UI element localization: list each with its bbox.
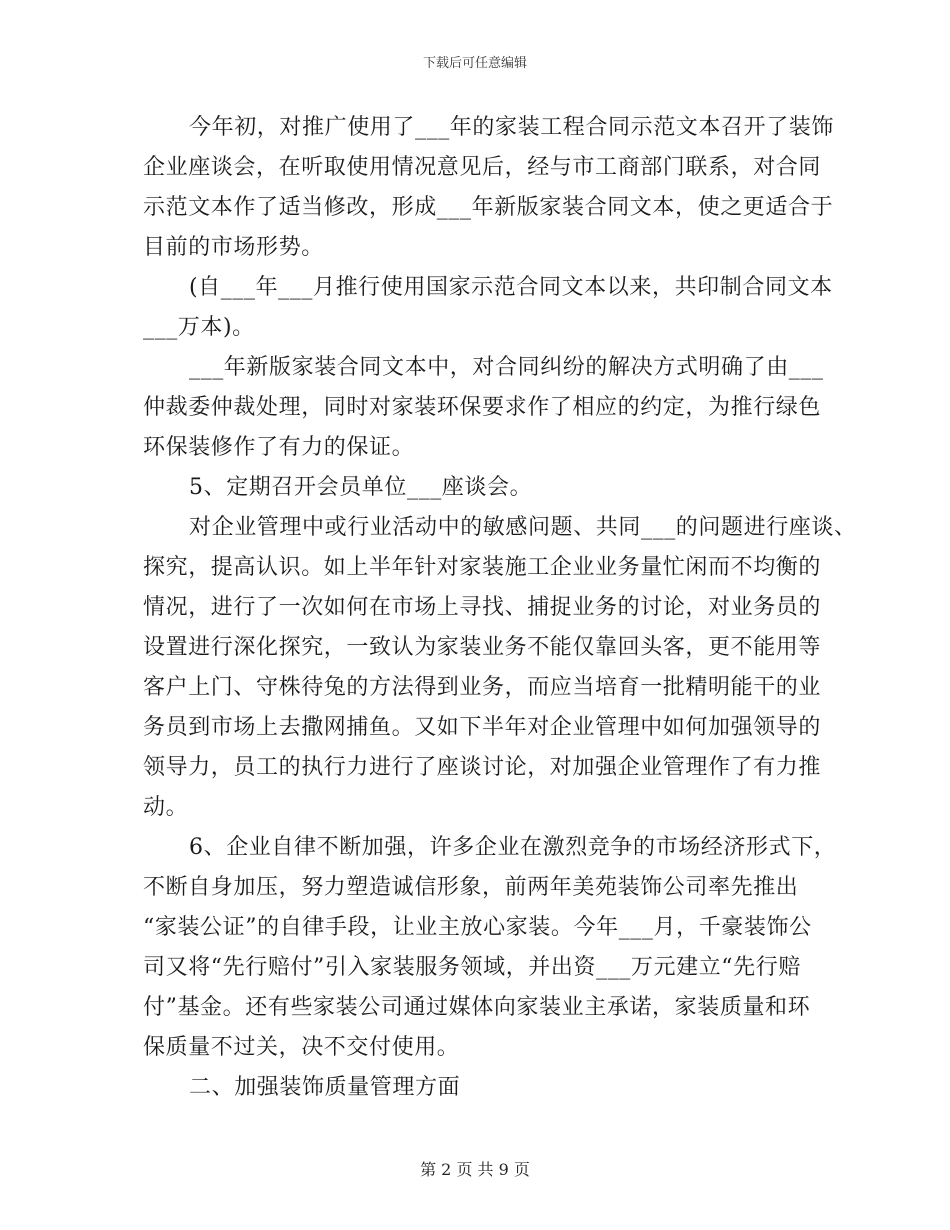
- text-line: 付”基金。还有些家装公司通过媒体向家装业主承诺，家装质量和环: [143, 995, 811, 1020]
- text-line: 动。: [143, 795, 189, 820]
- page-header: 下载后可任意编辑: [422, 56, 527, 71]
- document-body: [143, 108, 857, 1108]
- text-line: 务员到市场上去撒网捕鱼。又如下半年对企业管理中如何加强领导的: [143, 715, 822, 740]
- text-line: 仲裁委仲裁处理，同时对家装环保要求作了相应的约定，为推行绿色: [143, 395, 822, 420]
- text-line: 环保装修作了有力的保证。: [143, 435, 415, 460]
- text-line: 设置进行深化探究，一致认为家装业务不能仅靠回头客，更不能用等: [143, 635, 822, 660]
- text-line: 今年初，对推广使用了___年的家装工程合同示范文本召开了装饰: [189, 115, 835, 140]
- text-line: 企业座谈会，在听取使用情况意见后，经与市工商部门联系，对合同: [143, 155, 822, 180]
- text-line: 目前的市场形势。: [143, 235, 324, 260]
- text-line: 5、定期召开会员单位___座谈会。: [189, 475, 533, 500]
- text-line: ___万本)。: [143, 315, 255, 340]
- text-line: “家装公证”的自律手段，让业主放心家装。今年___月，千豪装饰公: [143, 915, 812, 940]
- text-line: 领导力，员工的执行力进行了座谈讨论，对加强企业管理作了有力推: [143, 755, 822, 780]
- text-line: 不断自身加压，努力塑造诚信形象，前两年美苑装饰公司率先推出: [143, 875, 799, 900]
- text-line: 二、加强装饰质量管理方面: [189, 1075, 461, 1100]
- text-line: 司又将“先行赔付”引入家装服务领域，并出资___万元建立“先行赔: [143, 955, 801, 980]
- text-line: 探究，提高认识。如上半年针对家装施工企业业务量忙闲而不均衡的: [143, 555, 822, 580]
- text-line: 客户上门、守株待兔的方法得到业务，而应当培育一批精明能干的业: [143, 675, 822, 700]
- page-footer: 第 2 页 共 9 页: [420, 1160, 530, 1179]
- text-line: ___年新版家装合同文本中，对合同纠纷的解决方式明确了由___: [189, 355, 824, 380]
- text-line: (自___年___月推行使用国家示范合同文本以来，共印制合同文本: [189, 275, 833, 300]
- text-line: 情况，进行了一次如何在市场上寻找、捕捉业务的讨论，对业务员的: [143, 595, 822, 620]
- text-line: 保质量不过关，决不交付使用。: [143, 1035, 460, 1060]
- text-line: 对企业管理中或行业活动中的敏感问题、共同___的问题进行座谈、: [189, 515, 857, 540]
- text-line: 示范文本作了适当修改，形成___年新版家装合同文本，使之更适合于: [143, 195, 834, 220]
- text-line: 6、企业自律不断加强，许多企业在激烈竞争的市场经济形式下，: [189, 835, 837, 860]
